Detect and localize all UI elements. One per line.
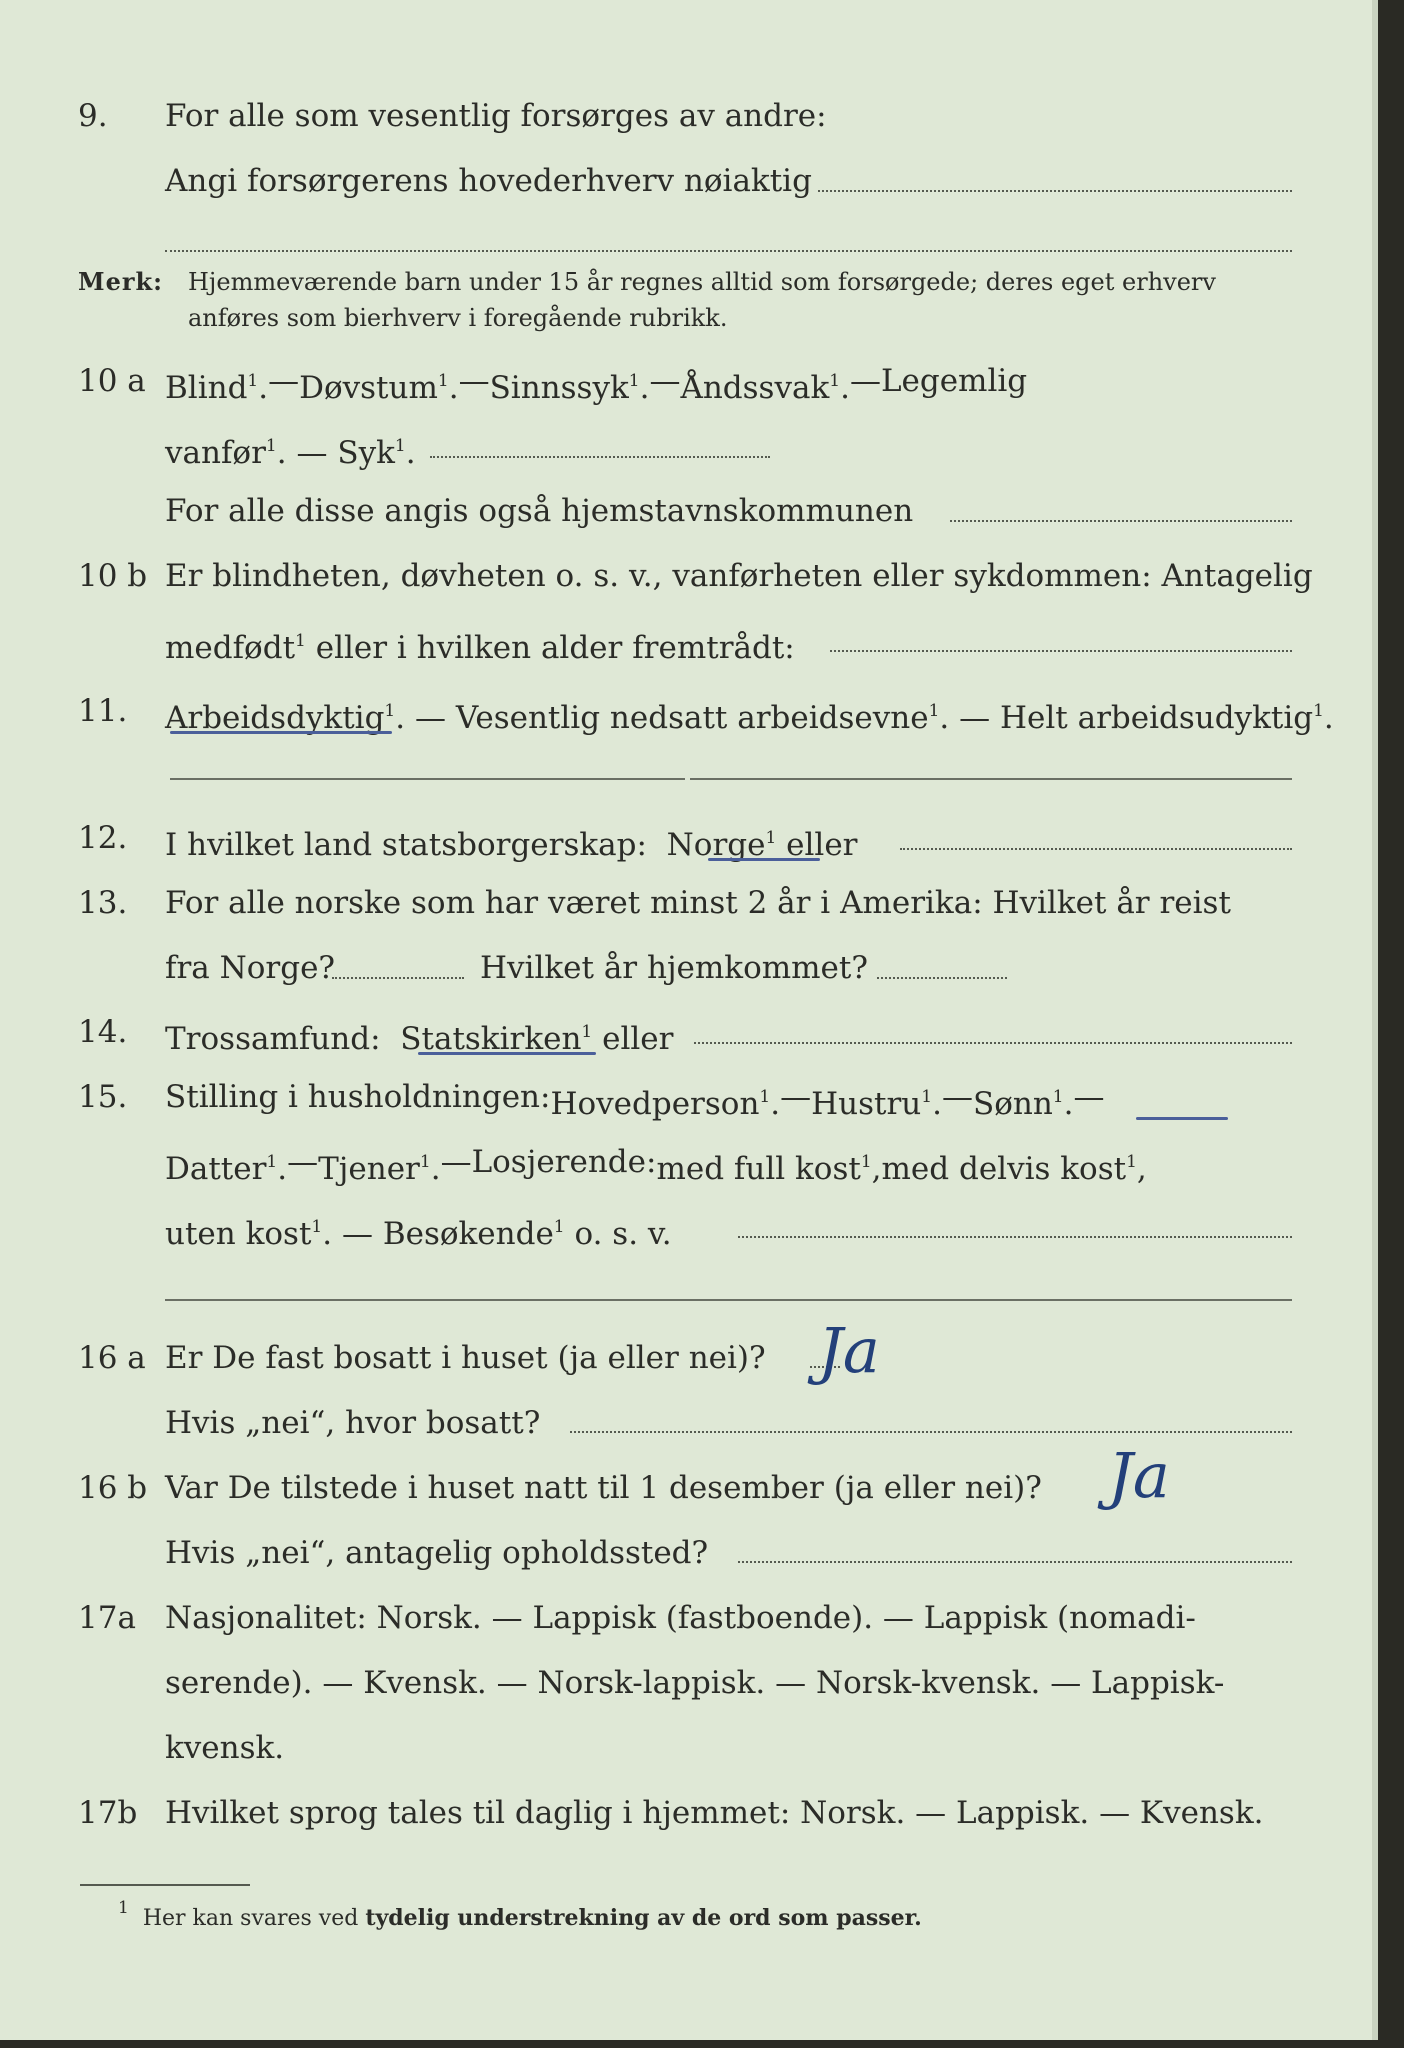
- question-text: I hvilket land statsborgerskap: Norge$^1$ eller: [165, 827, 858, 863]
- question-text: Trossamfund: Statskirken$^1$ eller: [165, 1021, 674, 1057]
- option-udyktig: Helt arbeidsudyktig$^1$.: [999, 700, 1334, 736]
- question-text: Er blindheten, døvheten o. s. v., vanførheten eller sykdommen: Antagelig: [165, 558, 1313, 594]
- question-text: kvensk.: [165, 1730, 285, 1766]
- option-arbeidsdyktig: Arbeidsdyktig$^1$.: [165, 700, 406, 736]
- option-dovstum: Døvstum$^1$.: [299, 370, 459, 406]
- option-statskirken: Statskirken: [400, 1021, 582, 1057]
- answer-field-12[interactable]: [900, 848, 1292, 850]
- question-number: 15.: [78, 1079, 128, 1115]
- question-number: 10 a: [78, 363, 146, 399]
- options-row: vanfør$^1$. — Syk$^1$.: [165, 435, 416, 471]
- question-number: 9.: [78, 98, 108, 134]
- footnote-rule: [80, 1884, 250, 1886]
- question-text: For alle norske som har været minst 2 år i Amerika: Hvilket år reist: [165, 885, 1231, 921]
- answer-field-11b[interactable]: [690, 778, 1292, 780]
- option-tjener: Tjener$^1$.: [318, 1151, 441, 1187]
- option-hustru: Hustru$^1$.: [811, 1086, 942, 1122]
- options-row: uten kost$^1$. — Besøkende$^1$ o. s. v.: [165, 1216, 672, 1252]
- handwritten-underline-15: [1136, 1117, 1228, 1120]
- answer-field-10a-kommune[interactable]: [950, 520, 1292, 522]
- option-vanfor: vanfør$^1$.: [165, 435, 287, 471]
- option-syk: Syk$^1$.: [337, 435, 416, 471]
- option-andssvak: Åndssvak$^1$.: [680, 370, 850, 406]
- answer-field-9a[interactable]: [818, 190, 1292, 192]
- options-row: Arbeidsdyktig$^1$. — Vesentlig nedsatt arbeidsevne$^1$. — Helt arbeidsudyktig$^1$.: [165, 700, 1334, 736]
- answer-field-13a[interactable]: [332, 977, 464, 979]
- option-sinnssyk: Sinnssyk$^1$.: [489, 370, 650, 406]
- merk-label: Merk:: [78, 267, 163, 296]
- question-number: 16 b: [78, 1470, 148, 1506]
- question-text: medfødt$^1$ eller i hvilken alder fremtrådt:: [165, 630, 795, 666]
- answer-field-15b[interactable]: [165, 1299, 1292, 1301]
- handwritten-underline-14: [418, 1052, 596, 1055]
- option-full-kost: med full kost$^1$,: [656, 1151, 882, 1187]
- option-legemlig: Legemlig: [880, 363, 1028, 399]
- dash: —: [849, 363, 881, 399]
- dash: —: [268, 363, 300, 399]
- question-number: 12.: [78, 820, 128, 856]
- option-uten-kost: uten kost$^1$.: [165, 1216, 333, 1252]
- census-form-page: 9. For alle som vesentlig forsørges av andre: Angi forsørgerens hovederhverv nøiaktig Merk: Hjemmeværende barn under 15 år regnes alltid som forsørgede; deres eget erhverv anføres som bierhverv i foregående rubrikk. 10 a Blind$^1$. — Døvstum$^1$. — Sinnssyk$^1$. — Åndssvak$^1$. — Legemlig vanfør$^1$. — Syk$^1$. For alle disse angis også hjemstavnskommunen 10 b Er blindheten, døvheten o. s. v., vanførheten eller sykdommen: Antagelig medfødt$^1$ eller i hvilken alder fremtrådt: 11. Arbeidsdyktig$^1$. — Vesentlig nedsatt arbeidsevne$^1$. — Helt arbeidsudyktig$^1$. 12. I hvilket land statsborgerskap: Norge$^1$ eller 13. For alle norske som har været minst 2 år i Amerika: Hvilket år reist fra Norge? Hvilket år hjemkommet? 14. Trossamfund: Statskirken$^1$ eller 15. Stilling i husholdningen: Hovedperson$^1$. — Hustru$^1$. — Sønn$^1$. — Datter$^1$. — Tjener$^1$. — Losjerende: med full kost$^1$, med delvis kost$^1$, uten kost$^1$. — Besøkende$^1$ o. s. v. 16 a Er De fast bosatt i huset (ja eller nei)? Ja Hvis „nei“, hvor bosatt? 16 b Var De tilstede i huset natt til 1 desember (ja eller nei)? Ja Hvis „nei“, antagelig opholdssted? 17a Nasjonalitet: Norsk. — Lappisk (fastboende). — Lappisk (nomadi- serende). — Kvensk. — Norsk-lappisk. — Norsk-kvensk. — Lappisk- kvensk. 17b Hvilket sprog tales til daglig i hjemmet: Norsk. — Lappisk. — Kvensk. $^1$ Her kan svares ved tydelig understrekning av de ord som passer.: [0, 0, 1378, 2040]
- answer-field-14[interactable]: [694, 1042, 1292, 1044]
- question-number: 10 b: [78, 558, 148, 594]
- option-nedsatt: Vesentlig nedsatt arbeidsevne$^1$.: [455, 700, 950, 736]
- option-delvis-kost: med delvis kost$^1$,: [881, 1151, 1147, 1187]
- dash: —: [458, 363, 490, 399]
- handwritten-underline-12: [708, 858, 820, 861]
- question-number: 13.: [78, 885, 128, 921]
- handwritten-answer-16b: Ja: [1108, 1439, 1170, 1512]
- answer-field-10b[interactable]: [830, 650, 1292, 652]
- option-besokende: Besøkende$^1$: [382, 1216, 565, 1252]
- question-text: Angi forsørgerens hovederhverv nøiaktig: [165, 163, 812, 199]
- question-text: For alle disse angis også hjemstavnskommunen: [165, 493, 914, 529]
- answer-field-11a[interactable]: [170, 778, 685, 780]
- option-norge: Norge: [666, 827, 766, 863]
- handwritten-underline-11: [170, 731, 392, 734]
- option-blind: Blind$^1$.: [165, 370, 269, 406]
- merk-text-1: Hjemmeværende barn under 15 år regnes alltid som forsørgede; deres eget erhverv: [188, 268, 1216, 296]
- question-number: 16 a: [78, 1340, 146, 1376]
- answer-field-16a-bosatt[interactable]: [570, 1431, 1292, 1433]
- dash: —: [649, 363, 681, 399]
- handwritten-answer-16a: Ja: [818, 1314, 880, 1387]
- footnote: $^1$ Her kan svares ved tydelig understrekning av de ord som passer.: [118, 1898, 922, 1931]
- option-datter: Datter$^1$.: [165, 1151, 288, 1187]
- question-text-a: fra Norge?: [165, 950, 336, 986]
- answer-field-15a[interactable]: [738, 1236, 1292, 1238]
- question-text: Hvilket sprog tales til daglig i hjemmet: Norsk. — Lappisk. — Kvensk.: [165, 1795, 1264, 1831]
- question-text: Var De tilstede i huset natt til 1 desember (ja eller nei)?: [165, 1470, 1042, 1506]
- question-number: 14.: [78, 1014, 128, 1050]
- question-text-b: Hvilket år hjemkommet?: [480, 950, 868, 986]
- merk-text-2: anføres som bierhverv i foregående rubrikk.: [188, 304, 728, 332]
- question-text: Hvis „nei“, hvor bosatt?: [165, 1405, 541, 1441]
- question-number: 11.: [78, 693, 128, 729]
- question-text: Er De fast bosatt i huset (ja eller nei)?: [165, 1340, 766, 1376]
- answer-field-16b[interactable]: [738, 1561, 1292, 1563]
- question-number: 17a: [78, 1600, 136, 1636]
- question-text: For alle som vesentlig forsørges av andre:: [165, 98, 827, 134]
- question-text: Nasjonalitet: Norsk. — Lappisk (fastboende). — Lappisk (nomadi-: [165, 1600, 1196, 1636]
- question-text: Hvis „nei“, antagelig opholdssted?: [165, 1535, 709, 1571]
- option-sonn: Sønn$^1$.: [972, 1086, 1074, 1122]
- option-hovedperson: Hovedperson$^1$.: [550, 1086, 781, 1122]
- answer-field-10a[interactable]: [430, 456, 770, 458]
- question-number: 17b: [78, 1795, 138, 1831]
- answer-field-13b[interactable]: [877, 977, 1007, 979]
- answer-field-9b[interactable]: [165, 250, 1292, 252]
- question-text: serende). — Kvensk. — Norsk-lappisk. — Norsk-kvensk. — Lappisk-: [165, 1665, 1225, 1701]
